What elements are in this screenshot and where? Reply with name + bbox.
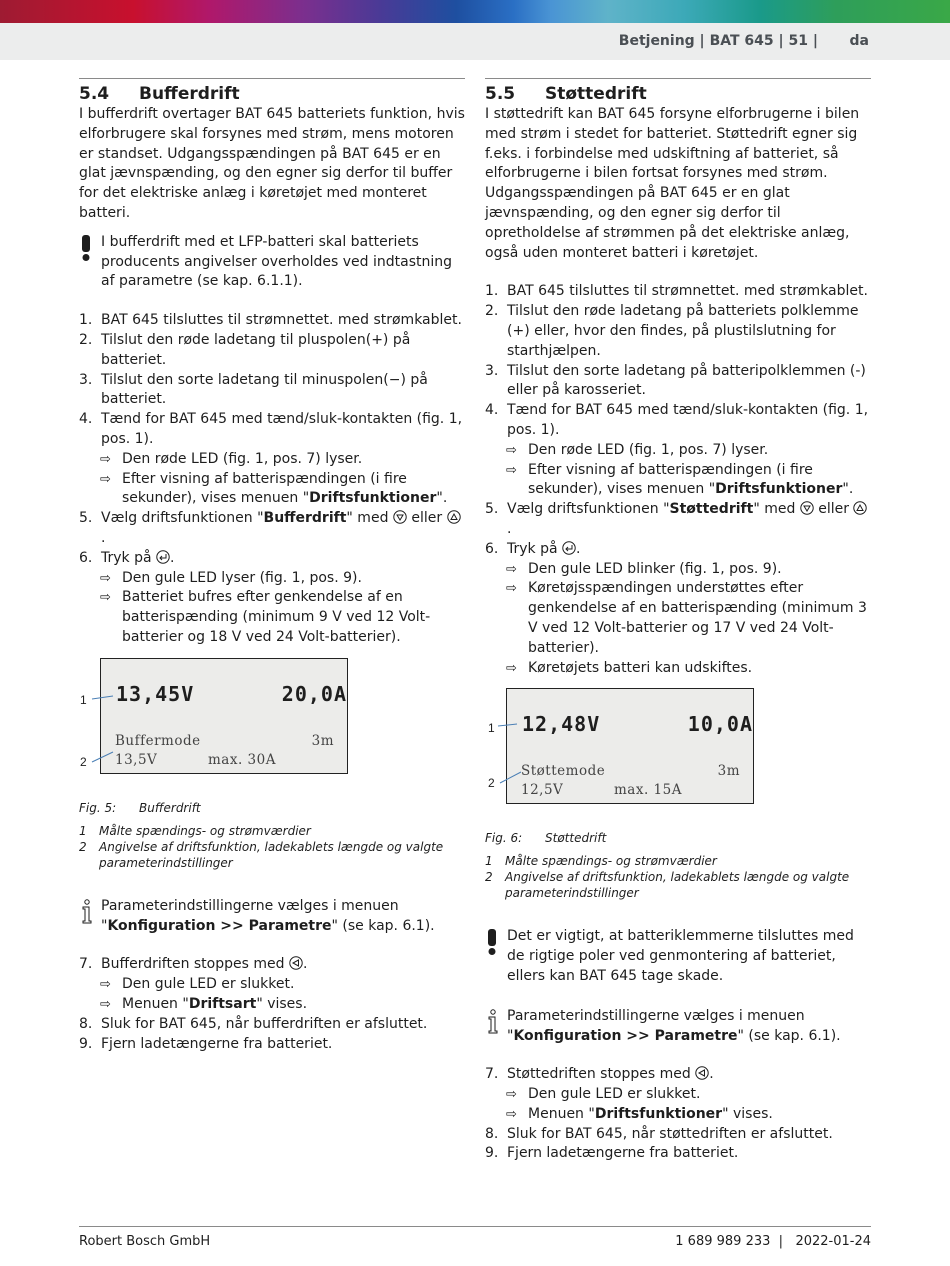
callout-1: 1	[80, 692, 87, 707]
result-item: ⇨ Menuen "Driftsart" vises.	[79, 995, 465, 1015]
legend-item: 1 Målte spændings- og strømværdier	[485, 854, 717, 869]
section-heading: 5.4 Bufferdrift	[79, 84, 240, 104]
set-voltage: 13,5V	[115, 751, 158, 768]
list-item: 9. Fjern ladetængerne fra batteriet.	[79, 1035, 333, 1052]
result-item: ⇨ Den gule LED er slukket.	[485, 1085, 871, 1105]
step-list	[79, 311, 465, 648]
arrow-right-icon: ⇨	[100, 570, 111, 586]
arrow-right-icon: ⇨	[100, 977, 111, 993]
result-item: ⇨ Køretøjsspændingen understøttes efter genkendelse af en batterispænding (minimum 3 V ved 12 Volt-batterier og 17 V ved 24 Volt-batterier).	[506, 580, 867, 656]
list-item: 8. Sluk for BAT 645, når støttedriften er afsluttet.	[485, 1125, 833, 1142]
section-stottedrift	[485, 78, 871, 1164]
legend-item: 1 Målte spændings- og strømværdier	[79, 823, 311, 838]
step-list	[485, 1065, 871, 1164]
legend-item: 2 Angivelse af driftsfunktion, ladekablets længde og valgte parameterindstillinger	[79, 839, 444, 870]
footer-company: Robert Bosch GmbH	[79, 1234, 211, 1249]
result-item: ⇨ Den røde LED (fig. 1, pos. 7) lyser.	[485, 441, 871, 461]
callout-1: 1	[488, 721, 495, 736]
section-heading: 5.5 Støttedrift	[485, 84, 647, 104]
intro-paragraph: I bufferdrift overtager BAT 645 batteriets funktion, hvis elforbrugere skal forsynes med strøm, mens motoren er standset. Udgangsspændingen på BAT 645 er en glat jævnspænding, og den egner sig derfor til buffer for det elektriske anlæg i køretøjet med monteret batteri.	[79, 106, 465, 221]
arrow-right-icon: ⇨	[506, 581, 517, 597]
list-item: 3. Tilslut den sorte ladetang på batteripolklemmen (-) eller på karosseriet.	[485, 362, 866, 399]
measured-current: 20,0A	[281, 681, 347, 706]
arrow-right-icon: ⇨	[100, 451, 111, 467]
language-code: da	[849, 33, 869, 49]
list-item: 4. Tænd for BAT 645 med tænd/sluk-kontakten (fig. 1, pos. 1).	[79, 411, 463, 447]
result-item: ⇨ Efter visning af batterispændingen (i fire sekunder), vises menuen "Driftsfunktioner".	[100, 470, 448, 507]
set-current: max. 15A	[614, 782, 682, 799]
list-item: 9. Fjern ladetængerne fra batteriet.	[485, 1145, 739, 1162]
list-item: 8. Sluk for BAT 645, når bufferdriften er afsluttet.	[79, 1015, 428, 1032]
arrow-right-icon: ⇨	[100, 996, 111, 1012]
arrow-right-icon: ⇨	[100, 471, 111, 487]
step-list	[485, 282, 871, 678]
arrow-right-icon: ⇨	[506, 660, 517, 676]
lcd-display	[100, 658, 348, 774]
callout-lines	[79, 658, 119, 778]
intro-paragraph: I støttedrift kan BAT 645 forsyne elforbrugerne i bilen med strøm i stedet for batteriet. Støttedrift egner sig f.eks. i forbindelse med udskiftning af batteriet, så elforbrugerne i bilen fortsat forsynes med strøm. Udgangsspændingen på BAT 645 er en glat jævnspænding, og den egner sig derfor til opretholdelse af strømmen på det elektriske anlæg, også uden monteret batteri i køretøjet.	[485, 106, 860, 261]
mode-label: Buffermode	[115, 732, 201, 749]
up-button-icon	[447, 510, 461, 524]
exclamation-icon	[80, 235, 92, 268]
arrow-right-icon: ⇨	[506, 462, 517, 478]
result-item: ⇨ Menuen "Driftsfunktioner" vises.	[485, 1105, 871, 1125]
list-item: 2. Tilslut den røde ladetang til pluspolen(+) på batteriet.	[79, 331, 411, 368]
time-label: 3m	[717, 763, 740, 780]
result-item: ⇨ Den gule LED lyser (fig. 1, pos. 9).	[79, 569, 465, 589]
list-item: 6. Tryk på .	[485, 540, 581, 557]
mode-label: Støttemode	[521, 763, 606, 780]
brand-color-bar	[0, 0, 950, 23]
warning-note: I bufferdrift med et LFP-batteri skal batteriets producents angivelser overholdes ved indtastning af parametre (se kap. 6.1.1).	[79, 233, 465, 292]
footer-docinfo: 1 689 989 233 | 2022-01-24	[675, 1234, 871, 1249]
time-label: 3m	[311, 732, 334, 749]
enter-button-icon	[156, 550, 170, 564]
list-item: 1. BAT 645 tilsluttes til strømnettet. med strømkablet.	[485, 283, 868, 300]
down-button-icon	[393, 510, 407, 524]
info-icon	[486, 1009, 500, 1042]
list-item: 4. Tænd for BAT 645 med tænd/sluk-kontakten (fig. 1, pos. 1).	[485, 402, 869, 438]
down-button-icon	[800, 501, 814, 515]
callout-2: 2	[80, 754, 87, 769]
page-header	[0, 23, 950, 60]
back-button-icon	[695, 1066, 709, 1080]
list-item: 3. Tilslut den sorte ladetang til minuspolen(−) på batteriet.	[79, 371, 428, 408]
list-item: 7. Støttedriften stoppes med .	[485, 1066, 714, 1083]
info-note: Parameterindstillingerne vælges i menuen "Konfiguration >> Parametre" (se kap. 6.1).	[485, 1007, 871, 1047]
measured-voltage: 12,48V	[522, 712, 601, 737]
list-item: 6. Tryk på .	[79, 549, 175, 566]
arrow-right-icon: ⇨	[100, 590, 111, 606]
legend-item: 2 Angivelse af driftsfunktion, ladekablets længde og valgte parameterindstillinger	[485, 870, 850, 901]
result-item: ⇨ Køretøjets batteri kan udskiftes.	[485, 659, 871, 679]
info-note: Parameterindstillingerne vælges i menuen "Konfiguration >> Parametre" (se kap. 6.1).	[79, 897, 465, 937]
set-voltage: 12,5V	[521, 782, 564, 799]
measured-voltage: 13,45V	[116, 681, 195, 706]
info-icon	[80, 899, 94, 932]
up-button-icon	[853, 501, 867, 515]
callout-2: 2	[488, 776, 495, 791]
enter-button-icon	[562, 541, 576, 555]
result-item: ⇨ Den gule LED er slukket.	[79, 975, 465, 995]
figure-caption: Fig. 5: Bufferdrift	[79, 800, 201, 815]
step-list	[79, 955, 465, 1054]
arrow-right-icon: ⇨	[506, 561, 517, 577]
running-header: Betjening | BAT 645 | 51 |	[618, 33, 818, 49]
list-item: 5. Vælg driftsfunktionen "Støttedrift" med eller .	[485, 500, 871, 540]
list-item: 1. BAT 645 tilsluttes til strømnettet. med strømkablet.	[79, 312, 462, 329]
set-current: max. 30A	[208, 751, 276, 768]
list-item: 7. Bufferdriften stoppes med .	[79, 956, 308, 973]
exclamation-icon	[486, 929, 498, 962]
result-item: ⇨ Efter visning af batterispændingen (i fire sekunder), vises menuen "Driftsfunktioner".	[506, 461, 854, 498]
measured-current: 10,0A	[687, 712, 753, 737]
lcd-figure	[79, 658, 465, 793]
callout-lines	[485, 688, 525, 808]
lcd-display	[506, 688, 754, 804]
result-item: ⇨ Den røde LED (fig. 1, pos. 7) lyser.	[79, 450, 465, 470]
warning-note: Det er vigtigt, at batteriklemmerne tilsluttes med de rigtige poler ved genmontering af batteriet, ellers kan BAT 645 tage skade.	[485, 927, 871, 986]
figure-caption: Fig. 6: Støttedrift	[485, 831, 607, 846]
arrow-right-icon: ⇨	[506, 1106, 517, 1122]
lcd-figure	[485, 688, 871, 823]
result-item: ⇨ Den gule LED blinker (fig. 1, pos. 9).	[485, 560, 871, 580]
back-button-icon	[289, 956, 303, 970]
arrow-right-icon: ⇨	[506, 442, 517, 458]
result-item: ⇨ Batteriet bufres efter genkendelse af en batterispænding (minimum 9 V ved 12 Volt-batterier og 18 V ved 24 Volt-batterier).	[100, 589, 431, 645]
list-item: 5. Vælg driftsfunktionen "Bufferdrift" med eller .	[79, 509, 465, 549]
list-item: 2. Tilslut den røde ladetang på batteriets polklemme (+) eller, hvor den findes, på plustilslutning for starthjælpen.	[485, 303, 859, 359]
arrow-right-icon: ⇨	[506, 1087, 517, 1103]
section-bufferdrift	[79, 78, 465, 1054]
footer-rule	[79, 1226, 871, 1227]
